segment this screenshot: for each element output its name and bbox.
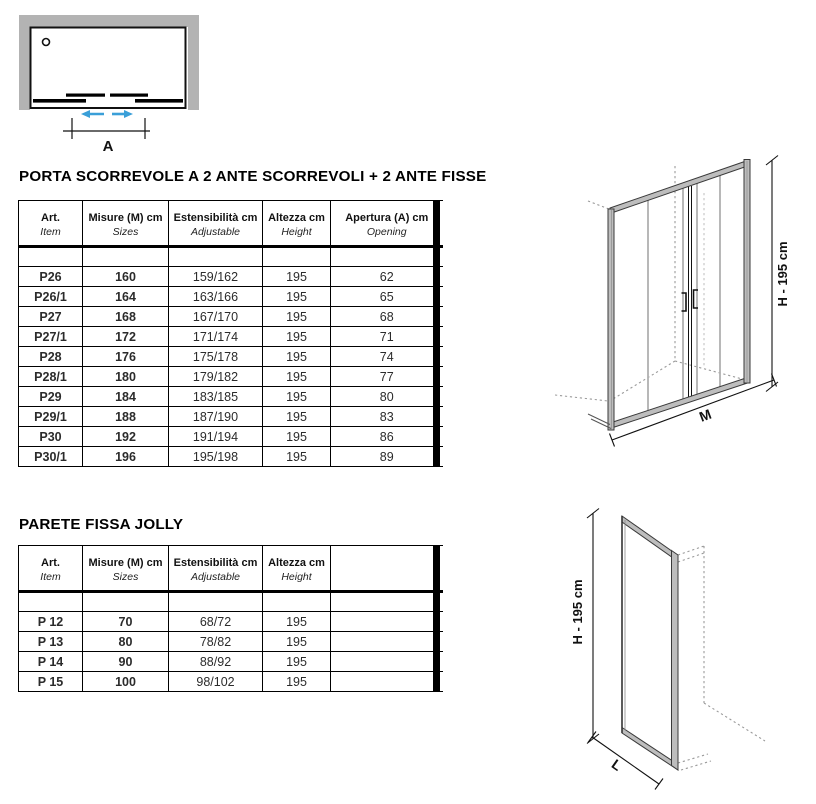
wall-left	[19, 15, 30, 110]
table-cell: 195	[263, 632, 331, 652]
column-header: Apertura (A) cm Opening	[331, 201, 443, 247]
table-cell: 192	[83, 427, 169, 447]
table-cell: P 15	[37, 674, 64, 689]
table-cell: 172	[83, 327, 169, 347]
table-cell	[331, 652, 443, 672]
table-cell: 195	[263, 307, 331, 327]
wall-dashed-lines	[678, 546, 765, 770]
table-right-bar	[433, 200, 440, 467]
table-cell: P26	[39, 269, 62, 284]
table-cell: 80	[83, 632, 169, 652]
table-cell	[331, 672, 443, 692]
table-cell: 100	[83, 672, 169, 692]
table-cell: 80	[331, 387, 443, 407]
table-cell: 195	[263, 287, 331, 307]
table-cell: 167/170	[169, 307, 263, 327]
table-cell: 195	[263, 387, 331, 407]
table-cell: P28	[39, 349, 62, 364]
table-cell: 62	[331, 267, 443, 287]
frame-top-rail	[610, 160, 749, 214]
table-cell: P29	[39, 389, 62, 404]
spacer-cell	[83, 592, 169, 612]
table-cell: 195	[263, 327, 331, 347]
column-header: Misure (M) cm Sizes	[83, 201, 169, 247]
table-row	[19, 307, 443, 327]
table-cell: 78/82	[169, 632, 263, 652]
table-cell: 168	[83, 307, 169, 327]
table-row	[19, 447, 443, 467]
table-cell: 195	[263, 427, 331, 447]
table-cell: 77	[331, 367, 443, 387]
table-cell: 179/182	[169, 367, 263, 387]
table-cell: P 13	[37, 634, 64, 649]
table-cell: 195	[263, 652, 331, 672]
table-cell: 159/162	[169, 267, 263, 287]
table-cell: 195	[263, 612, 331, 632]
table-cell: P29/1	[34, 409, 67, 424]
table-cell: 171/174	[169, 327, 263, 347]
arrow-left-head-icon	[81, 110, 90, 118]
table-cell: 65	[331, 287, 443, 307]
wall-top	[19, 15, 199, 27]
table-cell: 191/194	[169, 427, 263, 447]
table-row	[19, 672, 443, 692]
table-row	[19, 267, 443, 287]
table-cell: 184	[83, 387, 169, 407]
column-header: Misure (M) cm Sizes	[83, 546, 169, 592]
table-header-row	[19, 546, 443, 592]
door-handles-icon	[682, 290, 699, 311]
table-cell: P26/1	[34, 289, 67, 304]
spacer-cell	[19, 592, 83, 612]
showerhead-marker-icon	[43, 39, 50, 46]
table-cell: 183/185	[169, 387, 263, 407]
arrow-right-head-icon	[124, 110, 133, 118]
table-row	[19, 287, 443, 307]
spacer-cell	[19, 247, 83, 267]
spacer-row	[19, 247, 443, 267]
spacer-cell	[263, 247, 331, 267]
table-cell: 71	[331, 327, 443, 347]
guide-dashed-lines	[555, 166, 746, 401]
table-cell: 176	[83, 347, 169, 367]
sliding-panel-left	[66, 94, 105, 97]
table-row	[19, 327, 443, 347]
spacer-cell	[263, 592, 331, 612]
spec-table-porta-scorrevole	[18, 200, 443, 467]
spacer-cell	[83, 247, 169, 267]
table-cell: 70	[83, 612, 169, 632]
table-cell	[331, 632, 443, 652]
width-dimension-label-m: M	[696, 405, 714, 425]
spacer-cell	[331, 247, 443, 267]
frame-left-post	[608, 209, 614, 430]
table-header-row	[19, 201, 443, 247]
table-row	[19, 652, 443, 672]
table-row	[19, 367, 443, 387]
length-dimension-label-l: L	[608, 755, 625, 774]
fixed-panel-right	[135, 99, 183, 103]
table-cell: 195	[263, 447, 331, 467]
column-header: Estensibilità cm Adjustable	[169, 201, 263, 247]
table-row	[19, 347, 443, 367]
table-cell: 74	[331, 347, 443, 367]
column-header: Art. Item	[40, 211, 61, 238]
table-cell: 163/166	[169, 287, 263, 307]
width-dimension	[610, 374, 777, 447]
spacer-row	[19, 592, 443, 612]
table-cell: 86	[331, 427, 443, 447]
table-cell: P27	[39, 309, 62, 324]
opening-dimension-label: A	[102, 138, 114, 155]
table-cell: 195	[263, 672, 331, 692]
table-cell: 160	[83, 267, 169, 287]
column-header: Art. Item	[40, 556, 61, 583]
table-row	[19, 612, 443, 632]
table-cell: P27/1	[34, 329, 67, 344]
table-row	[19, 632, 443, 652]
sliding-door-isometric-drawing	[555, 148, 816, 448]
table-cell: 188	[83, 407, 169, 427]
height-dimension	[587, 509, 599, 744]
plan-view-diagram	[15, 8, 205, 160]
table-cell: P28/1	[34, 369, 67, 384]
spacer-cell	[331, 592, 443, 612]
section-title-porta-scorrevole: PORTA SCORREVOLE A 2 ANTE SCORREVOLI + 2 ANTE FISSE	[19, 168, 487, 185]
table-cell: 88/92	[169, 652, 263, 672]
table-cell: 195	[263, 347, 331, 367]
table-cell: 175/178	[169, 347, 263, 367]
table-header-row	[19, 201, 443, 247]
table-row	[19, 387, 443, 407]
table-cell: 90	[83, 652, 169, 672]
table-cell: 180	[83, 367, 169, 387]
frame-bottom-rail	[610, 377, 749, 429]
column-header: Altezza cm Height	[263, 201, 331, 247]
opening-dimension	[63, 118, 150, 139]
shower-room-outline	[31, 28, 186, 109]
column-header	[331, 546, 443, 592]
slide-direction-arrows	[81, 110, 133, 118]
table-cell: P 14	[37, 654, 64, 669]
table-header-row	[19, 546, 443, 592]
spacer-cell	[169, 592, 263, 612]
height-dimension-label: H - 195 cm	[775, 241, 790, 307]
table-cell: P30	[39, 429, 62, 444]
fixed-panel-isometric-drawing	[555, 500, 816, 804]
table-row	[19, 427, 443, 447]
table-cell: P30/1	[34, 449, 67, 464]
spacer-cell	[169, 247, 263, 267]
section-title-parete-fissa: PARETE FISSA JOLLY	[19, 516, 184, 533]
table-cell: 89	[331, 447, 443, 467]
table-cell	[331, 612, 443, 632]
sliding-panel-right	[110, 94, 148, 97]
table-cell: 195	[263, 407, 331, 427]
table-cell: 83	[331, 407, 443, 427]
spec-table-parete-fissa	[18, 545, 443, 692]
table-cell: 68/72	[169, 612, 263, 632]
frame-right-post	[672, 551, 679, 771]
table-cell: 195/198	[169, 447, 263, 467]
table-cell: P 12	[37, 614, 64, 629]
table-cell: 187/190	[169, 407, 263, 427]
table-cell: 68	[331, 307, 443, 327]
table-cell: 98/102	[169, 672, 263, 692]
table-row	[19, 407, 443, 427]
table-cell: 195	[263, 367, 331, 387]
table-right-bar	[433, 545, 440, 692]
fixed-panel-left	[33, 99, 86, 103]
column-header: Estensibilità cm Adjustable	[169, 546, 263, 592]
column-header: Altezza cm Height	[263, 546, 331, 592]
wall-right	[188, 15, 199, 110]
table-cell: 196	[83, 447, 169, 467]
height-dimension-label: H - 195 cm	[570, 579, 585, 645]
table-cell: 195	[263, 267, 331, 287]
table-cell: 164	[83, 287, 169, 307]
door-frame	[608, 160, 750, 431]
